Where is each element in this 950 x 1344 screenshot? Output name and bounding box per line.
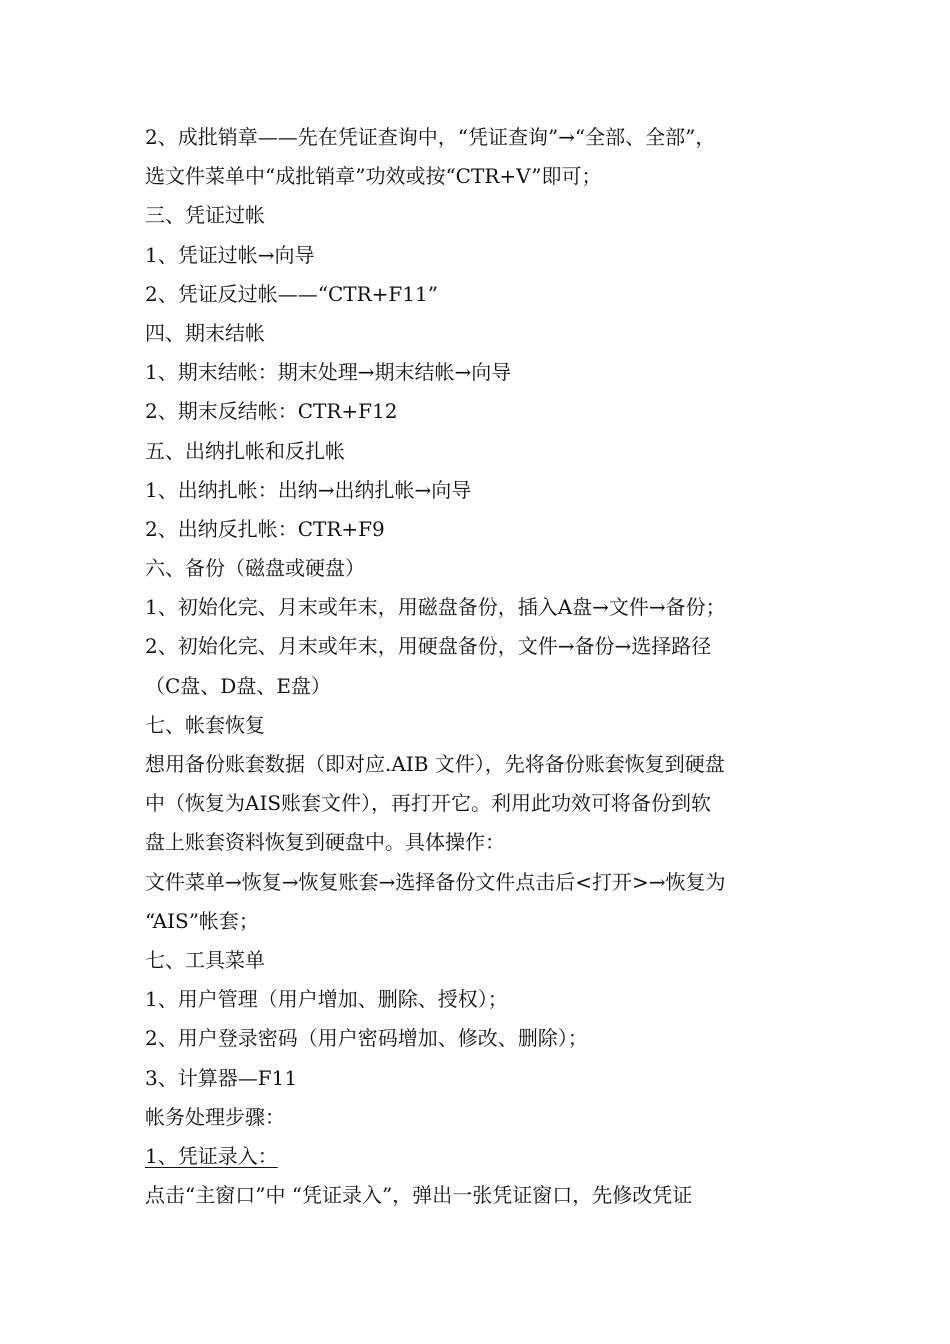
- text-line: 盘上账套资料恢复到硬盘中。具体操作：: [145, 830, 505, 855]
- text-line: 2、期末反结帐：CTR+F12: [145, 399, 398, 424]
- section-heading: 帐务处理步骤：: [145, 1104, 285, 1129]
- text-line: 1、凭证过帐→向导: [145, 242, 315, 267]
- section-heading: 四、期末结帐: [145, 320, 265, 345]
- section-heading: 七、帐套恢复: [145, 712, 265, 737]
- text-line: 1、出纳扎帐：出纳→出纳扎帐→向导: [145, 477, 472, 502]
- document-body: [145, 118, 825, 1215]
- subheading-text: 1、凭证录入：: [145, 1143, 278, 1168]
- text-line: “AIS”帐套；: [145, 908, 259, 933]
- text-line: 2、凭证反过帐——“CTR+F11”: [145, 281, 438, 306]
- text-line: 2、初始化完、月末或年末，用硬盘备份，文件→备份→选择路径: [145, 634, 712, 659]
- text-line: 1、期末结帐：期末处理→期末结帐→向导: [145, 360, 512, 385]
- text-line: 选文件菜单中“成批销章”功效或按“CTR+V”即可；: [145, 164, 602, 189]
- text-line: 1、初始化完、月末或年末，用磁盘备份，插入A盘→文件→备份；: [145, 595, 726, 620]
- text-line: 1、用户管理（用户增加、删除、授权）；: [145, 987, 508, 1012]
- subheading-underlined: [145, 1137, 825, 1176]
- text-line: 文件菜单→恢复→恢复账套→选择备份文件点击后<打开>→恢复为: [145, 869, 726, 894]
- text-line: 2、成批销章——先在凭证查询中，“凭证查询”→“全部、全部”，: [145, 125, 716, 149]
- section-heading: 五、出纳扎帐和反扎帐: [145, 438, 345, 463]
- section-heading: 六、备份（磁盘或硬盘）: [145, 556, 365, 581]
- text-line: 3、计算器—F11: [145, 1065, 298, 1090]
- text-line: （C盘、D盘、E盘）: [145, 673, 331, 698]
- section-heading: 三、凭证过帐: [145, 203, 265, 228]
- text-line: 想用备份账套数据（即对应.AIB 文件），先将备份账套恢复到硬盘: [145, 752, 725, 776]
- text-line: 2、出纳反扎帐：CTR+F9: [145, 516, 385, 541]
- text-line: 2、用户登录密码（用户密码增加、修改、删除）；: [145, 1026, 588, 1051]
- text-line: 中（恢复为AIS账套文件），再打开它。利用此功效可将备份到软: [145, 791, 712, 816]
- text-line: 点击“主窗口”中 “凭证录入”，弹出一张凭证窗口，先修改凭证: [145, 1183, 693, 1208]
- section-heading: 七、工具菜单: [145, 947, 265, 972]
